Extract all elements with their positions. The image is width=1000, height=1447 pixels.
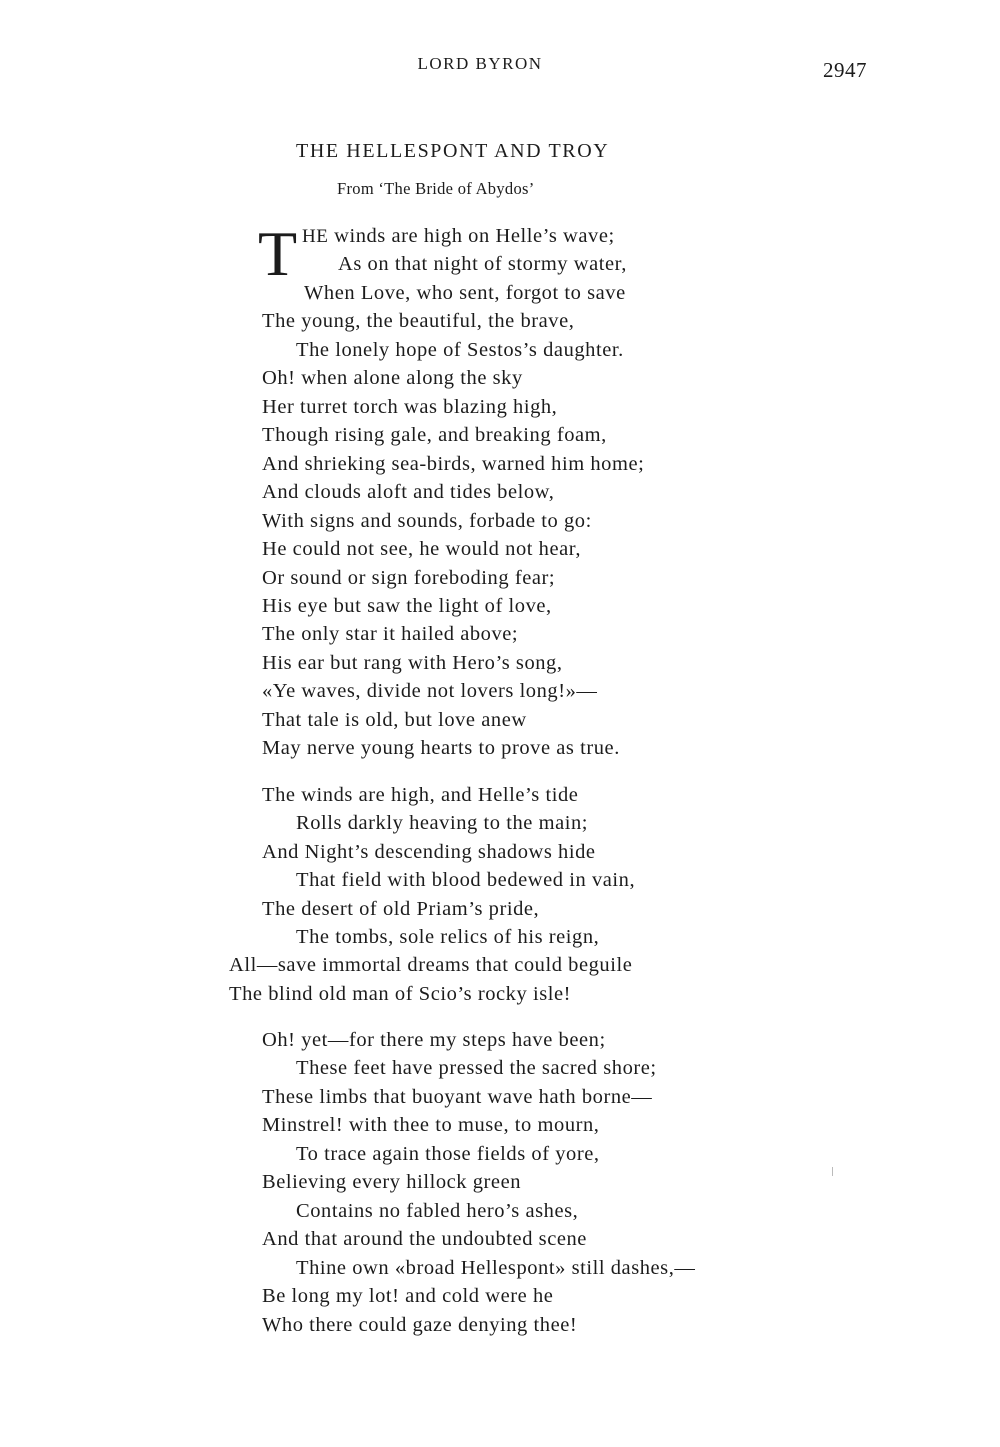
poem-line: And shrieking sea-birds, warned him home;	[262, 453, 645, 475]
scan-mark	[832, 1167, 833, 1176]
poem-line: «Ye waves, divide not lovers long!»—	[262, 680, 598, 702]
poem-line: All—save immortal dreams that could beguile	[229, 954, 633, 976]
poem-line: The winds are high, and Helle’s tide	[262, 784, 579, 806]
poem-line: Oh! when alone along the sky	[262, 367, 523, 389]
poem-line: Thine own «broad Hellespont» still dashes,—	[296, 1257, 696, 1279]
poem-line: The tombs, sole relics of his reign,	[296, 926, 600, 948]
poem-line: The only star it hailed above;	[262, 623, 519, 645]
poem-line	[302, 224, 615, 249]
poem-line: May nerve young hearts to prove as true.	[262, 737, 620, 759]
poem-line: And Night’s descending shadows hide	[262, 841, 596, 863]
poem-line: His eye but saw the light of love,	[262, 595, 552, 617]
poem-line: These limbs that buoyant wave hath borne—	[262, 1086, 653, 1108]
poem-source: From ‘The Bride of Abydos’	[337, 179, 535, 198]
poem-line: Or sound or sign foreboding fear;	[262, 567, 556, 589]
poem-line: To trace again those fields of yore,	[296, 1143, 600, 1165]
poem-line: The blind old man of Scio’s rocky isle!	[229, 983, 571, 1005]
poem-line: That tale is old, but love anew	[262, 709, 527, 731]
poem-line: As on that night of stormy water,	[338, 253, 627, 275]
poem-line: The desert of old Priam’s pride,	[262, 898, 540, 920]
poem-line: The young, the beautiful, the brave,	[262, 310, 575, 332]
poem-line: Oh! yet—for there my steps have been;	[262, 1029, 606, 1051]
poem-line: With signs and sounds, forbade to go:	[262, 510, 592, 532]
poem-line: Who there could gaze denying thee!	[262, 1314, 578, 1336]
poem-line: His ear but rang with Hero’s song,	[262, 652, 563, 674]
poem-line: Believing every hillock green	[262, 1171, 522, 1193]
poem-line: Minstrel! with thee to muse, to mourn,	[262, 1114, 600, 1136]
poem-line: The lonely hope of Sestos’s daughter.	[296, 339, 624, 361]
poem-line: Though rising gale, and breaking foam,	[262, 424, 607, 446]
poem-title: THE HELLESPONT AND TROY	[296, 140, 610, 162]
poem-line: Contains no fabled hero’s ashes,	[296, 1200, 579, 1222]
poem-line: When Love, who sent, forgot to save	[304, 282, 626, 304]
running-head: LORD BYRON	[417, 54, 543, 73]
poem-line: Rolls darkly heaving to the main;	[296, 812, 589, 834]
page-number: 2947	[823, 58, 867, 82]
poem-line: He could not see, he would not hear,	[262, 538, 581, 560]
drop-cap: T	[258, 218, 298, 289]
poem-line: That field with blood bedewed in vain,	[296, 869, 636, 891]
poem-line: And that around the undoubted scene	[262, 1228, 587, 1250]
poem-line: And clouds aloft and tides below,	[262, 481, 555, 503]
poem-line: These feet have pressed the sacred shore;	[296, 1057, 657, 1079]
first-word-rest: HE	[302, 226, 329, 247]
poem-line: Her turret torch was blazing high,	[262, 396, 558, 418]
line-text: winds are high on Helle’s wave;	[328, 225, 615, 247]
poem-line: Be long my lot! and cold were he	[262, 1285, 554, 1307]
